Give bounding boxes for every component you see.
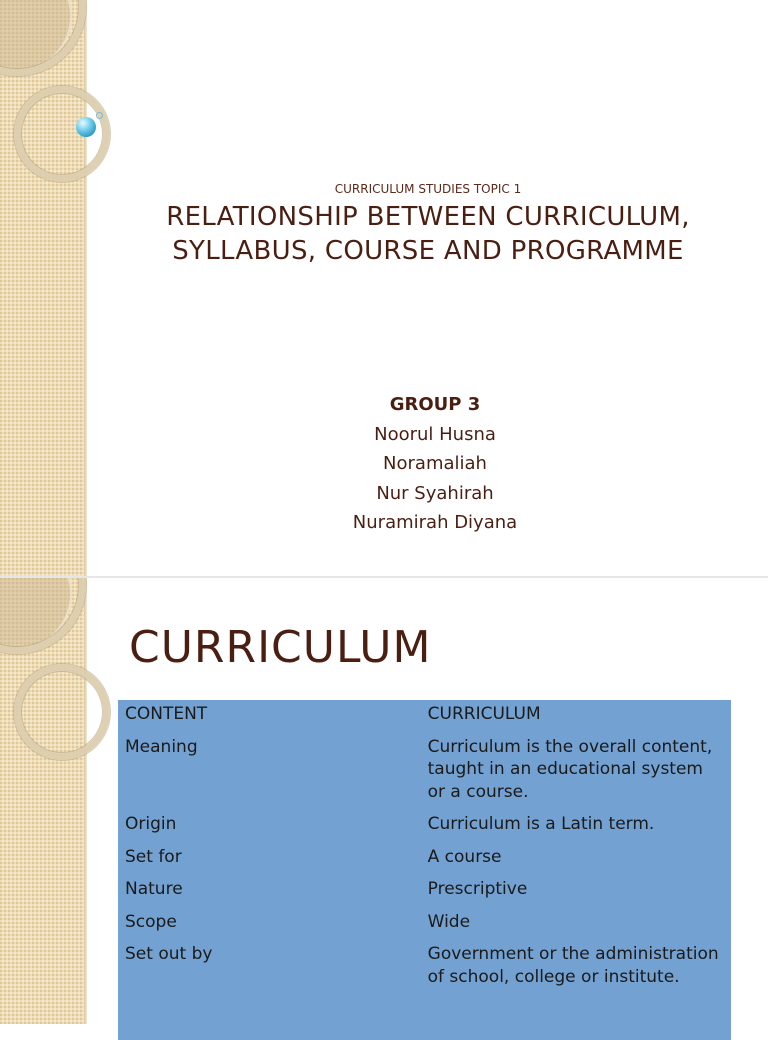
row-label: Set for: [125, 846, 182, 867]
row-value: Curriculum is the overall content, taught in an educational system or a course.: [427, 736, 713, 802]
row-value: Wide: [427, 911, 471, 932]
row-label: Scope: [125, 911, 177, 932]
member-name: Noorul Husna: [374, 423, 496, 445]
row-value: A course: [427, 846, 502, 867]
member-name: Nuramirah Diyana: [352, 512, 518, 533]
table-row: [118, 733, 731, 811]
decorative-ring: [14, 664, 110, 760]
row-value: Government or the administration of school, college or institute.: [427, 944, 719, 987]
table-row: [118, 940, 731, 995]
header-cell: CURRICULUM: [427, 704, 541, 724]
comparison-table: [118, 700, 731, 1040]
slide-title: [110, 200, 746, 268]
row-label: Origin: [125, 814, 177, 834]
title-line-2: SYLLABUS, COURSE AND PROGRAMME: [172, 236, 684, 266]
row-value: Prescriptive: [427, 879, 528, 899]
row-label: Nature: [125, 879, 183, 899]
topic-subtitle: CURRICULUM STUDIES TOPIC 1: [334, 182, 522, 196]
member-name: Nur Syahirah: [376, 482, 494, 504]
table-row: [118, 843, 731, 876]
curriculum-heading: CURRICULUM: [129, 622, 432, 673]
decorative-ring: [14, 86, 110, 182]
table-row: [118, 810, 731, 843]
table-header-row: [118, 700, 731, 733]
bullet-dot-icon: [76, 117, 96, 137]
row-value: Curriculum is a Latin term.: [427, 814, 655, 834]
small-circle-icon: [96, 112, 103, 119]
table-row: [118, 908, 731, 941]
group-members: [110, 390, 760, 538]
title-line-1: RELATIONSHIP BETWEEN CURRICULUM,: [166, 202, 690, 232]
group-title: GROUP 3: [389, 394, 481, 415]
header-cell: CONTENT: [125, 704, 208, 724]
member-name: Noramaliah: [383, 453, 487, 474]
row-label: Meaning: [125, 736, 198, 757]
strip-edge: [84, 578, 87, 1024]
row-label: Set out by: [125, 944, 213, 964]
table-row: [118, 875, 731, 908]
strip-edge: [84, 0, 87, 576]
curriculum-table: [118, 700, 731, 995]
